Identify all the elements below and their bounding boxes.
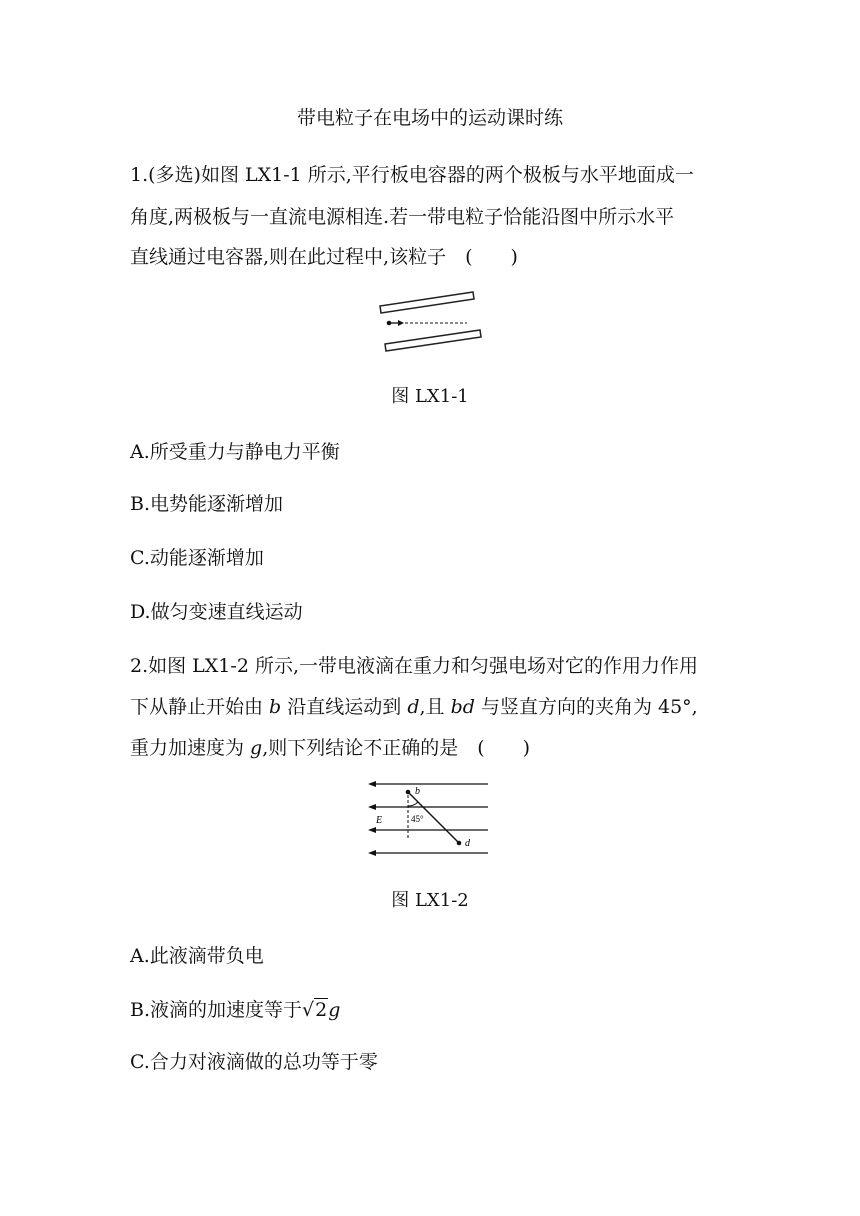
- field-line-1: [368, 781, 488, 787]
- label-E: E: [376, 815, 383, 826]
- var-g: g: [328, 999, 341, 1021]
- label-angle: 45°: [411, 814, 424, 824]
- page-title: 带电粒子在电场中的运动课时练: [296, 107, 563, 129]
- q2-stem-text: ,则下列结论不正确的是 ( ): [262, 737, 531, 759]
- label-b: b: [415, 786, 420, 797]
- q1-option-a: A.所受重力与静电力平衡: [130, 441, 340, 463]
- point-b: [406, 790, 411, 795]
- sqrt-radicand: 2: [315, 999, 328, 1021]
- q2-stem-line-3: [130, 733, 530, 760]
- q1-option-d: D.做匀变速直线运动: [130, 601, 303, 623]
- q1-stem-line-1: 1.(多选)如图 LX1-1 所示,平行板电容器的两个极板与水平地面成一: [130, 164, 694, 186]
- field-line-3: [368, 827, 488, 833]
- q2-option-c: C.合力对液滴做的总功等于零: [130, 1051, 378, 1073]
- q1-stem-line-3: 直线通过电容器,则在此过程中,该粒子 ( ): [130, 246, 518, 268]
- q1-option-c: C.动能逐渐增加: [130, 547, 264, 569]
- var-d: d: [407, 696, 420, 718]
- field-line-4: [368, 850, 488, 856]
- q2-stem-text: 沿直线运动到: [281, 696, 408, 718]
- figure-lx1-1-caption: 图 LX1-1: [391, 386, 469, 407]
- particle-arrow: [389, 320, 404, 326]
- q2-option-b-text: B.液滴的加速度等于: [130, 999, 303, 1021]
- var-g: g: [250, 737, 263, 759]
- figure-lx1-2-caption: 图 LX1-2: [391, 890, 469, 911]
- q2-option-a: A.此液滴带负电: [130, 945, 264, 967]
- field-line-2: [368, 804, 488, 810]
- q2-stem-text: 重力加速度为: [130, 737, 251, 759]
- q2-stem-text: 下从静止开始由: [130, 696, 270, 718]
- sqrt-symbol: √2: [302, 999, 328, 1021]
- q2-stem-text: ,且: [419, 696, 451, 718]
- q1-stem-line-2: 角度,两极板与一直流电源相连.若一带电粒子恰能沿图中所示水平: [130, 206, 675, 228]
- lower-plate: [385, 330, 481, 351]
- q2-option-b: [130, 995, 340, 1022]
- upper-plate: [380, 292, 474, 313]
- angle-arc: [408, 802, 418, 806]
- figure-lx1-1-capacitor: [370, 283, 490, 358]
- q2-stem-line-1: 2.如图 LX1-2 所示,一带电液滴在重力和匀强电场对它的作用力作用: [130, 655, 698, 677]
- q2-stem-line-2: [130, 692, 698, 719]
- q2-stem-text: 与竖直方向的夹角为 45°,: [474, 696, 698, 718]
- var-b: b: [269, 696, 282, 718]
- var-bd: bd: [450, 696, 475, 718]
- q1-option-b: B.电势能逐渐增加: [130, 493, 284, 515]
- point-d: [457, 841, 462, 846]
- label-d: d: [465, 838, 470, 849]
- figure-lx1-2-electric-field: [366, 776, 492, 860]
